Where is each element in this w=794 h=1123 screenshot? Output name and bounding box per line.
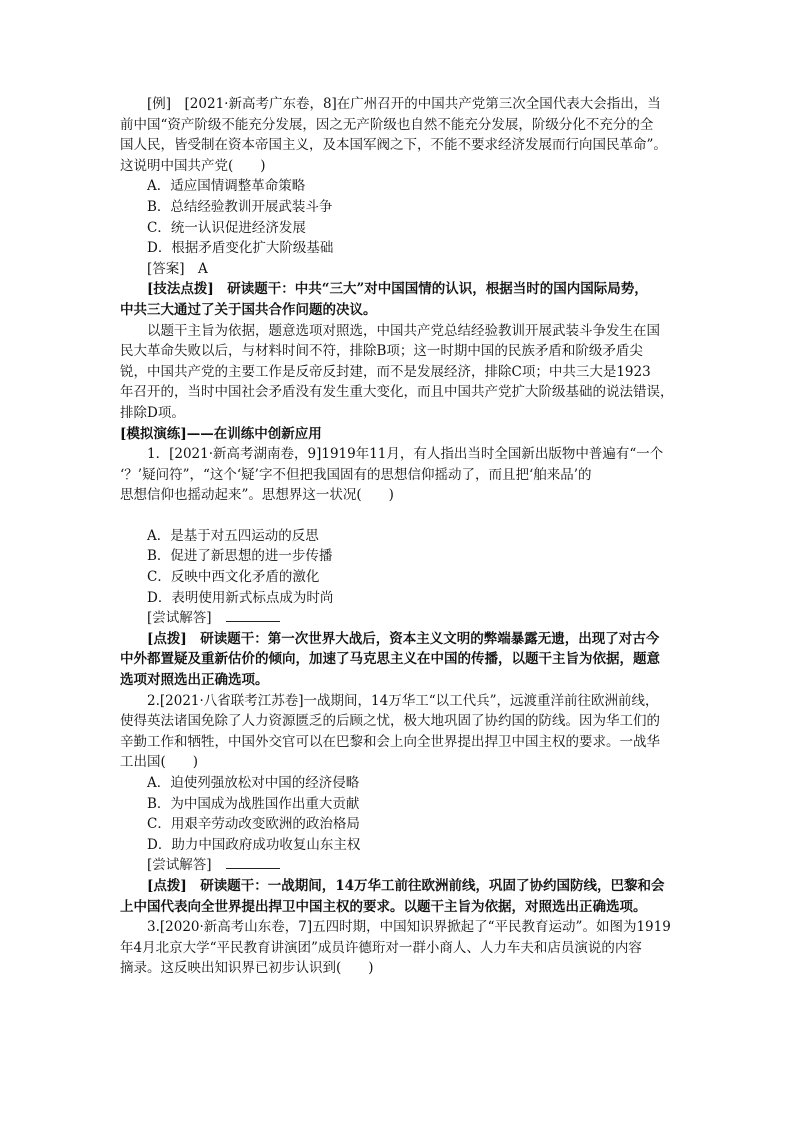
q1-option-b: B．促进了新思想的进一步传播 <box>147 548 333 565</box>
example-tip-line: [技法点拨] 研读题干：中共“三大”对中国国情的认识，根据当时的国内国际局势， <box>147 281 648 298</box>
q1-stem-line: 1．[2021·新高考湖南卷，9]1919年11月，有人指出当时全国新出版物中普遍有“一个 <box>147 446 664 463</box>
q1-answer-blank[interactable] <box>226 609 280 622</box>
q2-answer-blank[interactable] <box>226 856 280 869</box>
q1-try-label: [尝试解答] <box>147 610 212 627</box>
q2-tip-line: 上中国代表向全世界提出捍卫中国主权的要求。以题干主旨为依据，对照选出正确选项。 <box>120 898 647 915</box>
document-page <box>120 94 682 979</box>
section-title: [模拟演练]——在训练中创新应用 <box>120 425 322 442</box>
q2-try-answer <box>120 855 682 876</box>
q2-stem-line: 工出国( ) <box>120 754 199 771</box>
example-analysis-line: 年召开的，当时中国社会矛盾没有发生重大变化，而且中国共产党扩大阶级基础的说法错误， <box>120 384 674 401</box>
question-2 <box>120 691 682 918</box>
q2-tip-line: [点拨] 研读题干：一战期间，14万华工前往欧洲前线，巩固了协约国防线，巴黎和会 <box>147 877 665 894</box>
example-analysis-line: 排除D项。 <box>120 404 185 421</box>
q2-option-c: C．用艰辛劳动改变欧洲的政治格局 <box>147 816 360 833</box>
example-option-b: B．总结经验教训开展武装斗争 <box>147 198 333 215</box>
q3-stem-line: 3.[2020·新高考山东卷，7]五四时期，中国知识界掀起了“平民教育运动”。如图为1919 <box>147 919 671 936</box>
example-answer: [答案] A <box>147 260 208 277</box>
q1-tip-line: 选项对照选出正确选项。 <box>120 672 269 689</box>
q1-option-c: C．反映中西文化矛盾的激化 <box>147 569 320 586</box>
example-stem-line: 这说明中国共产党( ) <box>120 157 266 174</box>
q2-stem-line: 2.[2021·八省联考江苏卷]一战期间，14万华工“以工代兵”，远渡重洋前往欧洲前线， <box>147 692 659 709</box>
question-1 <box>120 444 682 691</box>
example-option-d: D．根据矛盾变化扩大阶级基础 <box>147 240 334 257</box>
q1-tip-line: [点拨] 研读题干：第一次世界大战后，资本主义文明的弊端暴露无遗，出现了对古今 <box>147 630 660 647</box>
q2-try-label: [尝试解答] <box>147 857 212 874</box>
q3-stem-line: 摘录。这反映出知识界已初步认识到( ) <box>120 960 374 977</box>
example-stem-line: [例] [2021·新高考广东卷，8]在广州召开的中国共产党第三次全国代表大会指出，当 <box>147 96 661 112</box>
example-analysis-line: 民大革命失败以后，与材料时间不符，排除B项；这一时期中国的民族矛盾和阶级矛盾尖 <box>120 343 643 360</box>
example-tip-line: 中共三大通过了关于国共合作问题的决议。 <box>120 301 377 318</box>
example-option-c: C．统一认识促进经济发展 <box>147 219 306 236</box>
example-analysis-line: 以题干主旨为依据，题意选项对照选，中国共产党总结经验教训开展武装斗争发生在国 <box>147 322 660 339</box>
question-3 <box>120 917 682 979</box>
q1-try-answer <box>120 608 682 629</box>
q1-stem-line: ‘？’疑问符”，“这个‘疑’字不但把我国固有的思想信仰摇动了，而且把‘舶来品’的 <box>120 466 592 483</box>
q1-stem-line: 思想信仰也摇动起来”。思想界这一状况( ) <box>120 487 394 504</box>
example-stem-line: 国人民，皆受制在资本帝国主义，及本国军阀之下，不能不要求经济发展而行向国民革命”。 <box>120 137 667 154</box>
q3-stem-line: 年4月北京大学“平民教育讲演团”成员许德珩对一群小商人、人力车夫和店员演说的内容 <box>120 939 642 956</box>
example-analysis-line: 锐，中国共产党的主要工作是反帝反封建，而不是发展经济，排除C项；中共三大是1923 <box>120 363 651 380</box>
q1-tip-line: 中外都置疑及重新估价的倾向，加速了马克思主义在中国的传播，以题干主旨为依据，题意 <box>120 651 660 668</box>
example-stem-line: 前中国“资产阶级不能充分发展，因之无产阶级也自然不能充分发展，阶级分化不充分的全 <box>120 116 654 133</box>
q2-stem-line: 辛勤工作和牺牲，中国外交官可以在巴黎和会上向全世界提出捍卫中国主权的要求。一战华 <box>120 733 660 750</box>
q2-option-a: A．迫使列强放松对中国的经济侵略 <box>147 775 360 791</box>
q2-option-d: D．助力中国政府成功收复山东主权 <box>147 836 361 853</box>
q1-option-d: D．表明使用新式标点成为时尚 <box>147 589 334 606</box>
q2-option-b: B．为中国成为战胜国作出重大贡献 <box>147 795 360 812</box>
example-option-a: A．适应国情调整革命策略 <box>147 178 306 195</box>
q1-option-a: A．是基于对五四运动的反思 <box>147 527 319 544</box>
q2-stem-line: 使得英法诸国免除了人力资源匮乏的后顾之忧，极大地巩固了协约国的防线。因为华工们的 <box>120 713 660 730</box>
example-block <box>120 94 682 424</box>
